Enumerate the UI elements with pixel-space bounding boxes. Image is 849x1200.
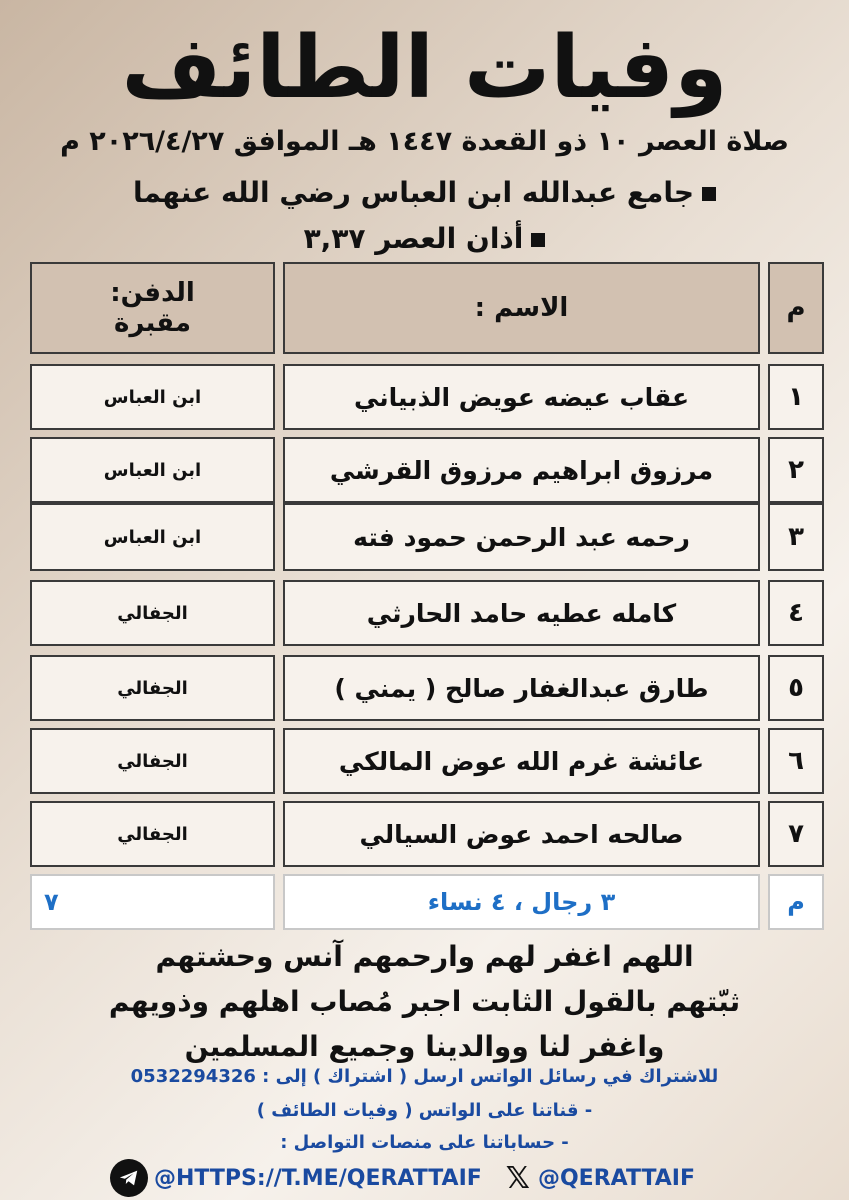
header-burial-line1: الدفن: [110, 278, 195, 308]
row-6-name [283, 728, 760, 794]
row-cemetery-text: الجفالي [117, 602, 188, 624]
row-name-text: عقاب عيضه عويض الذبياني [353, 382, 690, 412]
row-num-text: ٢ [788, 455, 804, 485]
accounts-info: - حساباتنا على منصات التواصل : [280, 1132, 569, 1153]
row-name-text: طارق عبدالغفار صالح ( يمني ) [334, 673, 709, 703]
row-name-text: عائشة غرم الله عوض المالكي [338, 746, 705, 776]
header-burial-line2: مقبرة [114, 308, 191, 338]
row-7-num [768, 801, 824, 867]
bullet-square-icon [702, 187, 716, 201]
row-1-name [283, 364, 760, 430]
row-2-name [283, 437, 760, 503]
row-7-cemetery [30, 801, 275, 867]
row-6-cemetery [30, 728, 275, 794]
row-name-text: مرزوق ابراهيم مرزوق القرشي [329, 455, 714, 485]
row-5-name [283, 655, 760, 721]
prayer-line-1: اللهم اغفر لهم وارحمهم آنس وحشتهم [155, 940, 694, 973]
row-name-text: صالحه احمد عوض السيالي [359, 819, 684, 849]
row-3-name [283, 503, 760, 571]
mosque-text: جامع عبدالله ابن العباس رضي الله عنهما [132, 176, 695, 209]
row-3-num [768, 503, 824, 571]
row-name-text: كامله عطيه حامد الحارثي [366, 598, 677, 628]
prayer-line-3: واغفر لنا ووالدينا وجميع المسلمين [184, 1030, 665, 1063]
social-links [110, 1158, 730, 1198]
subscribe-info: للاشتراك في رسائل الواتس ارسل ( اشتراك ) إلى : 0532294326 [130, 1066, 719, 1087]
header-burial [30, 262, 275, 354]
summary-breakdown-text: ٣ رجال ، ٤ نساء [427, 888, 616, 916]
mosque-line [0, 176, 849, 209]
whatsapp-channel-info: - قناتنا على الواتس ( وفيات الطائف ) [256, 1100, 593, 1121]
row-num-text: ٦ [788, 746, 804, 776]
row-5-num [768, 655, 824, 721]
row-1-cemetery [30, 364, 275, 430]
row-cemetery-text: ابن العباس [103, 459, 202, 481]
summary-total [30, 874, 275, 930]
row-6-num [768, 728, 824, 794]
row-cemetery-text: الجفالي [117, 677, 188, 699]
summary-breakdown [283, 874, 760, 930]
row-cemetery-text: الجفالي [117, 823, 188, 845]
header-name-text: الاسم : [474, 293, 569, 323]
adhan-text: أذان العصر ٣,٣٧ [303, 222, 524, 255]
row-num-text: ١ [788, 382, 804, 412]
row-num-text: ٣ [788, 522, 804, 552]
row-num-text: ٤ [788, 598, 804, 628]
row-2-num [768, 437, 824, 503]
row-7-name [283, 801, 760, 867]
header-num [768, 262, 824, 354]
row-3-cemetery [30, 503, 275, 571]
row-1-num [768, 364, 824, 430]
header-name [283, 262, 760, 354]
prayer-time-line: صلاة العصر ١٠ ذو القعدة ١٤٤٧ هـ الموافق ٢٠٢٦/٤/٢٧ م [60, 126, 789, 157]
telegram-icon[interactable] [110, 1159, 148, 1197]
x-logo-icon[interactable]: 𝕏 [505, 1160, 530, 1196]
summary-num-text: م [787, 888, 805, 916]
telegram-link[interactable]: @HTTPS://T.ME/QERATTAIF [154, 1165, 482, 1191]
prayer-line-2: ثبّتهم بالقول الثابت اجبر مُصاب اهلهم وذويهم [108, 985, 741, 1018]
x-handle-link[interactable]: @QERATTAIF [537, 1165, 696, 1191]
row-name-text: رحمه عبد الرحمن حمود فته [353, 522, 690, 552]
row-cemetery-text: ابن العباس [103, 526, 202, 548]
header-num-text: م [786, 293, 806, 323]
summary-num [768, 874, 824, 930]
row-4-name [283, 580, 760, 646]
row-2-cemetery [30, 437, 275, 503]
summary-total-text: ٧ [44, 888, 59, 916]
row-4-cemetery [30, 580, 275, 646]
page-title: وفيات الطائف [121, 18, 728, 118]
row-num-text: ٧ [788, 819, 804, 849]
bullet-square-icon [531, 233, 545, 247]
row-cemetery-text: ابن العباس [103, 386, 202, 408]
row-cemetery-text: الجفالي [117, 750, 188, 772]
row-4-num [768, 580, 824, 646]
row-num-text: ٥ [788, 673, 804, 703]
row-5-cemetery [30, 655, 275, 721]
adhan-line [0, 222, 849, 255]
